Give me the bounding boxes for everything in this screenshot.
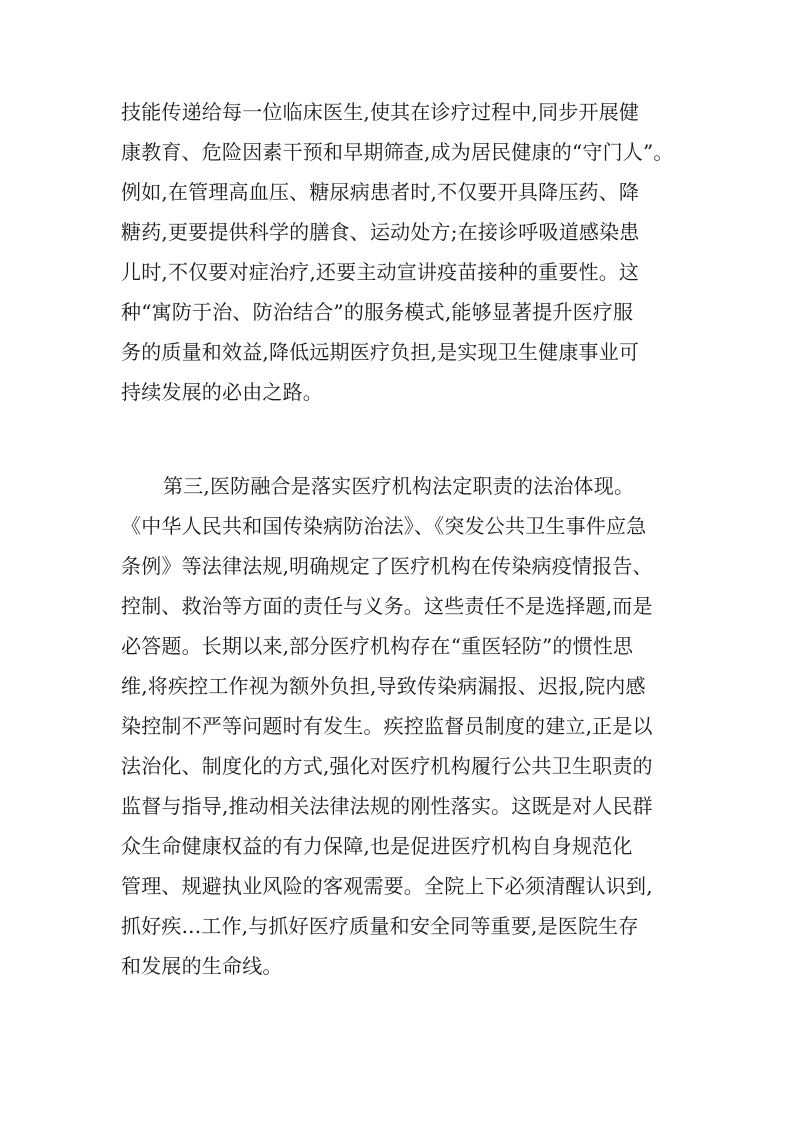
paragraph-2-line-10: 众生命健康权益的有力保障,也是促进医疗机构自身规范化	[121, 834, 633, 858]
paragraph-1-line-6: 种“寓防于治、防治结合”的服务模式,能够显著提升医疗服	[121, 300, 634, 324]
paragraph-2-line-4: 控制、救治等方面的责任与义务。这些责任不是选择题,而是	[121, 594, 653, 618]
paragraph-2-line-12: 抓好疾...工作,与抓好医疗质量和安全同等重要,是医院生存	[121, 914, 639, 938]
paragraph-1-line-7: 务的质量和效益,降低远期医疗负担,是实现卫生健康事业可	[121, 340, 640, 364]
paragraph-1-line-3: 例如,在管理高血压、糖尿病患者时,不仅要开具降压药、降	[121, 180, 640, 204]
paragraph-2-line-2: 《中华人民共和国传染病防治法》、《突发公共卫生事件应急	[121, 514, 647, 538]
paragraph-2-line-5: 必答题。长期以来,部分医疗机构存在“重医轻防”的惯性思	[121, 634, 634, 658]
paragraph-2-line-6: 维,将疾控工作视为额外负担,导致传染病漏报、迟报,院内感	[121, 674, 646, 698]
paragraph-1-line-2: 康教育、危险因素干预和早期筛查,成为居民健康的“守门人”。	[121, 140, 674, 164]
paragraph-2-line-1: 第三,医防融合是落实医疗机构法定职责的法治体现。	[163, 474, 635, 498]
paragraph-2-line-9: 监督与指导,推动相关法律法规的刚性落实。这既是对人民群	[121, 794, 653, 818]
paragraph-1-line-8: 持续发展的必由之路。	[121, 380, 323, 404]
paragraph-1-line-1: 技能传递给每一位临床医生,使其在诊疗过程中,同步开展健	[121, 100, 640, 124]
paragraph-2-line-7: 染控制不严等问题时有发生。疾控监督员制度的建立,正是以	[121, 714, 653, 738]
paragraph-2-line-8: 法治化、制度化的方式,强化对医疗机构履行公共卫生职责的	[121, 754, 653, 778]
paragraph-1-line-4: 糖药,更要提供科学的膳食、运动处方;在接诊呼吸道感染患	[121, 220, 640, 244]
paragraph-2-line-13: 和发展的生命线。	[121, 954, 283, 978]
paragraph-1-line-5: 儿时,不仅要对症治疗,还要主动宣讲疫苗接种的重要性。这	[121, 260, 640, 284]
paragraph-2-line-3: 条例》等法律法规,明确规定了医疗机构在传染病疫情报告、	[121, 554, 653, 578]
paragraph-2-line-11: 管理、规避执业风险的客观需要。全院上下必须清醒认识到,	[121, 874, 653, 898]
